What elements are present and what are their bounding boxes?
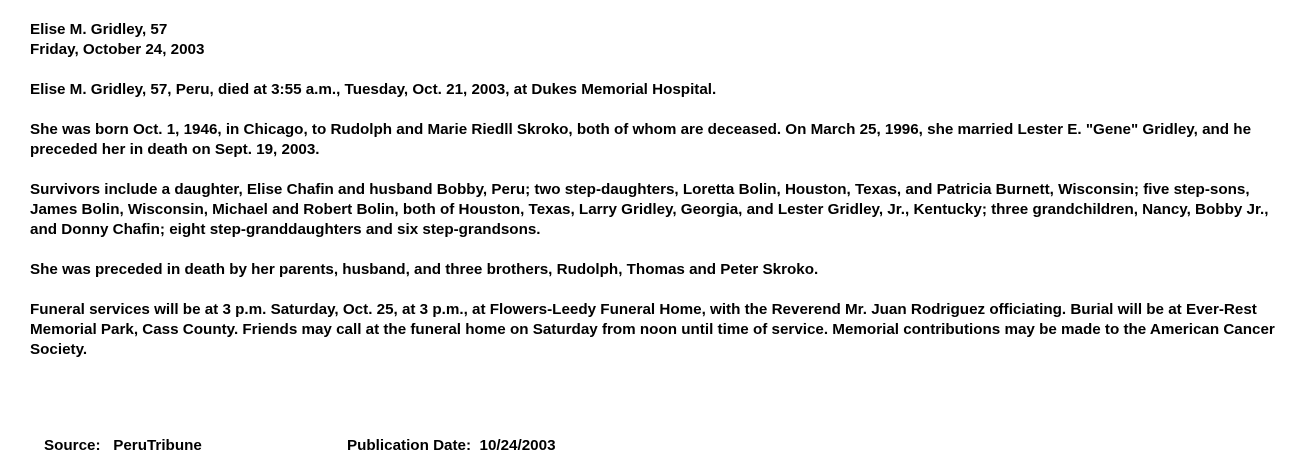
obituary-document [30, 20, 1298, 360]
source-label: Source: [44, 437, 101, 454]
publication-date-block [347, 437, 556, 454]
obituary-name-line: Elise M. Gridley, 57 [30, 21, 168, 38]
paragraph-preceded-in-death: She was preceded in death by her parents, husband, and three brothers, Rudolph, Thomas and Peter Skroko. [30, 261, 819, 278]
paragraph-funeral-services: Funeral services will be at 3 p.m. Saturday, Oct. 25, at 3 p.m., at Flowers-Leedy Funeral Home, with the Reverend Mr. Juan Rodriguez officiating. Burial will be at Ever-Rest Memorial Park, Cass County. Friends may call at the funeral home on Saturday from noon until time of service. Memorial contributions may be made to the American Cancer Society. [30, 301, 1275, 358]
publication-date-value: 10/24/2003 [479, 437, 556, 454]
paragraph-birth-marriage: She was born Oct. 1, 1946, in Chicago, to Rudolph and Marie Riedll Skroko, both of whom are deceased. On March 25, 1996, she married Lester E. "Gene" Gridley, and he preceded her in death on Sept. 19, 2003. [30, 121, 1252, 158]
obituary-date-line: Friday, October 24, 2003 [30, 41, 205, 58]
source-block [44, 436, 347, 456]
obituary-footer [44, 436, 1244, 456]
publication-date-label: Publication Date: [347, 437, 472, 454]
paragraph-death-notice: Elise M. Gridley, 57, Peru, died at 3:55 a.m., Tuesday, Oct. 21, 2003, at Dukes Memorial Hospital. [30, 81, 717, 98]
obituary-header [30, 20, 1298, 60]
paragraph-survivors: Survivors include a daughter, Elise Chafin and husband Bobby, Peru; two step-daughters, Loretta Bolin, Houston, Texas, and Patricia Burnett, Wisconsin; five step-sons, James Bolin, Wisconsin, Michael and Robert Bolin, both of Houston, Texas, Larry Gridley, Georgia, and Lester Gridley, Jr., Kentucky; three grandchildren, Nancy, Bobby Jr., and Donny Chafin; eight step-granddaughters and six step-grandsons. [30, 181, 1269, 238]
source-value: PeruTribune [113, 437, 202, 454]
